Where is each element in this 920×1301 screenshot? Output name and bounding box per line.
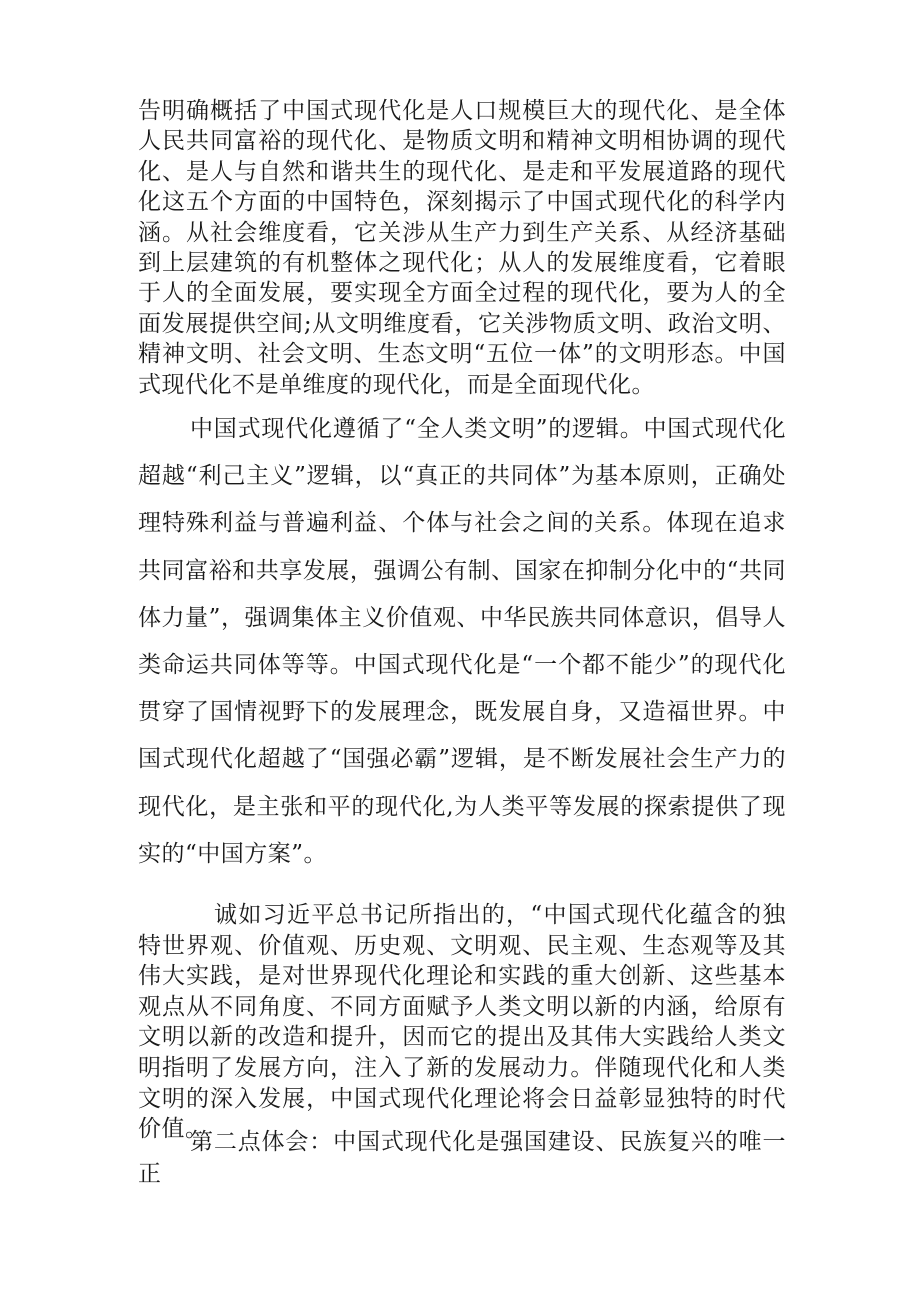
paragraph-2: 中国式现代化遵循了“全人类文明”的逻辑。中国式现代化超越“利己主义”逻辑，以“真正的共同体”为基本原则，正确处理特殊利益与普遍利益、个体与社会之间的关系。体现在追求共同富裕和共享发展，强调公有制、国家在抑制分化中的“共同体力量”，强调集体主义价值观、中华民族共同体意识，倡导人类命运共同体等等。中国式现代化是“一个都不能少”的现代化贯穿了国情视野下的发展理念，既发展自身，又造福世界。中国式现代化超越了“国强必霸”逻辑，是不断发展社会生产力的现代化，是主张和平的现代化,为人类平等发展的探索提供了现实的“中国方案”。: [138, 416, 786, 867]
paragraph-4: 第二点体会：中国式现代化是强国建设、民族复兴的唯一正: [138, 1129, 786, 1187]
paragraph-1: 告明确概括了中国式现代化是人口规模巨大的现代化、是全体人民共同富裕的现代化、是物质文明和精神文明相协调的现代化、是人与自然和谐共生的现代化、是走和平发展道路的现代化这五个方面的中国特色，深刻揭示了中国式现代化的科学内涵。从社会维度看，它关涉从生产力到生产关系、从经济基础到上层建筑的有机整体之现代化；从人的发展维度看，它着眼于人的全面发展，要实现全方面全过程的现代化，要为人的全面发展提供空间;从文明维度看，它关涉物质文明、政治文明、精神文明、社会文明、生态文明“五位一体”的文明形态。中国式现代化不是单维度的现代化，而是全面现代化。: [138, 98, 786, 398]
paragraph-3: 诚如习近平总书记所指出的，“中国式现代化蕴含的独特世界观、价值观、历史观、文明观、民主观、生态观等及其伟大实践，是对世界现代化理论和实践的重大创新、这些基本观点从不同角度、不同方面赋予人类文明以新的内涵，给原有文明以新的改造和提升，因而它的提出及其伟大实践给人类文明指明了发展方向，注入了新的发展动力。伴随现代化和人类文明的深入发展，中国式现代化理论将会日益彰显独特的时代价值。: [138, 902, 786, 1143]
